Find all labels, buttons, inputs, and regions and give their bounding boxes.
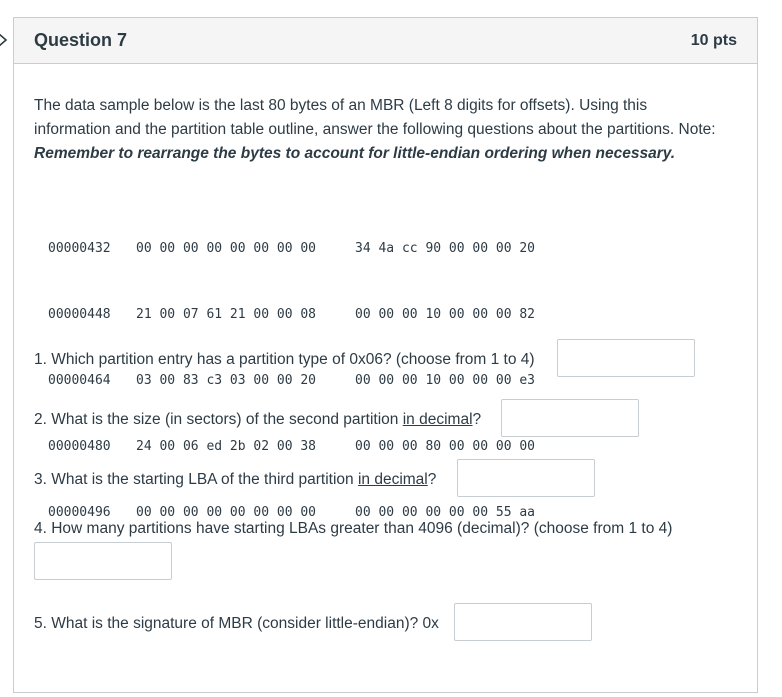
question-1-text: 1. Which partition entry has a partition type of 0x06? (choose from 1 to 4) [34, 351, 535, 368]
intro-text: The data sample below is the last 80 bytes of an MBR (Left 8 digits for offsets). Using this information and the partition table outline, answer the following questions about the partitions. [34, 97, 675, 138]
answer-5-input[interactable] [454, 603, 592, 641]
note-emphasis: Remember to rearrange the bytes to account for little-endian ordering when necessary. [34, 145, 676, 162]
hex-bytes-a: 24 00 06 ed 2b 02 00 38 [136, 439, 317, 454]
question-points: 10 pts [690, 32, 737, 49]
question-3-pre: 3. What is the starting LBA of the third partition [34, 471, 358, 488]
hex-bytes-a: 21 00 07 61 21 00 00 08 [136, 307, 317, 322]
hex-bytes-b: 00 00 00 80 00 00 00 00 [355, 439, 536, 454]
question-4-text: 4. How many partitions have starting LBAs greater than 4096 (decimal)? (choose from 1 to 4) [34, 520, 673, 537]
answer-1-input[interactable] [557, 339, 695, 377]
question-2-pre: 2. What is the size (in sectors) of the second partition [34, 411, 403, 428]
hex-bytes-b: 00 00 00 00 00 00 55 aa [355, 505, 536, 520]
hex-row [48, 304, 535, 326]
hex-offset: 00000496 [48, 505, 111, 520]
question-3-post: ? [427, 471, 437, 488]
hex-row [48, 436, 535, 458]
answer-2-input[interactable] [501, 399, 639, 437]
question-header [14, 18, 757, 64]
hex-offset: 00000480 [48, 439, 111, 454]
note-label: Note: [678, 121, 716, 138]
hex-bytes-b: 00 00 00 10 00 00 00 82 [355, 307, 536, 322]
hex-offset: 00000464 [48, 373, 111, 388]
hex-bytes-b: 34 4a cc 90 00 00 00 20 [355, 241, 536, 256]
question-2-text [34, 411, 481, 429]
hex-bytes-a: 03 00 83 c3 03 00 00 20 [136, 373, 317, 388]
hex-bytes-a: 00 00 00 00 00 00 00 00 [136, 241, 317, 256]
hex-dump [48, 194, 535, 568]
question-title: Question 7 [34, 30, 128, 50]
answer-3-input[interactable] [457, 459, 595, 497]
hex-offset: 00000448 [48, 307, 111, 322]
question-3-underlined: in decimal [357, 471, 428, 488]
hex-bytes-a: 00 00 00 00 00 00 00 00 [136, 505, 317, 520]
question-3-text [34, 471, 436, 489]
question-intro [34, 94, 724, 166]
question-card [13, 17, 758, 693]
hex-offset: 00000432 [48, 241, 111, 256]
question-5-text: 5. What is the signature of MBR (consider little-endian)? 0x [34, 615, 439, 632]
hex-row [48, 238, 535, 260]
hex-bytes-b: 00 00 00 10 00 00 00 e3 [355, 373, 536, 388]
question-2-underlined: in decimal [402, 411, 473, 428]
hex-row [48, 370, 535, 392]
chevron-right-icon [0, 30, 10, 50]
answer-4-input[interactable] [34, 542, 172, 580]
question-2-post: ? [472, 411, 482, 428]
